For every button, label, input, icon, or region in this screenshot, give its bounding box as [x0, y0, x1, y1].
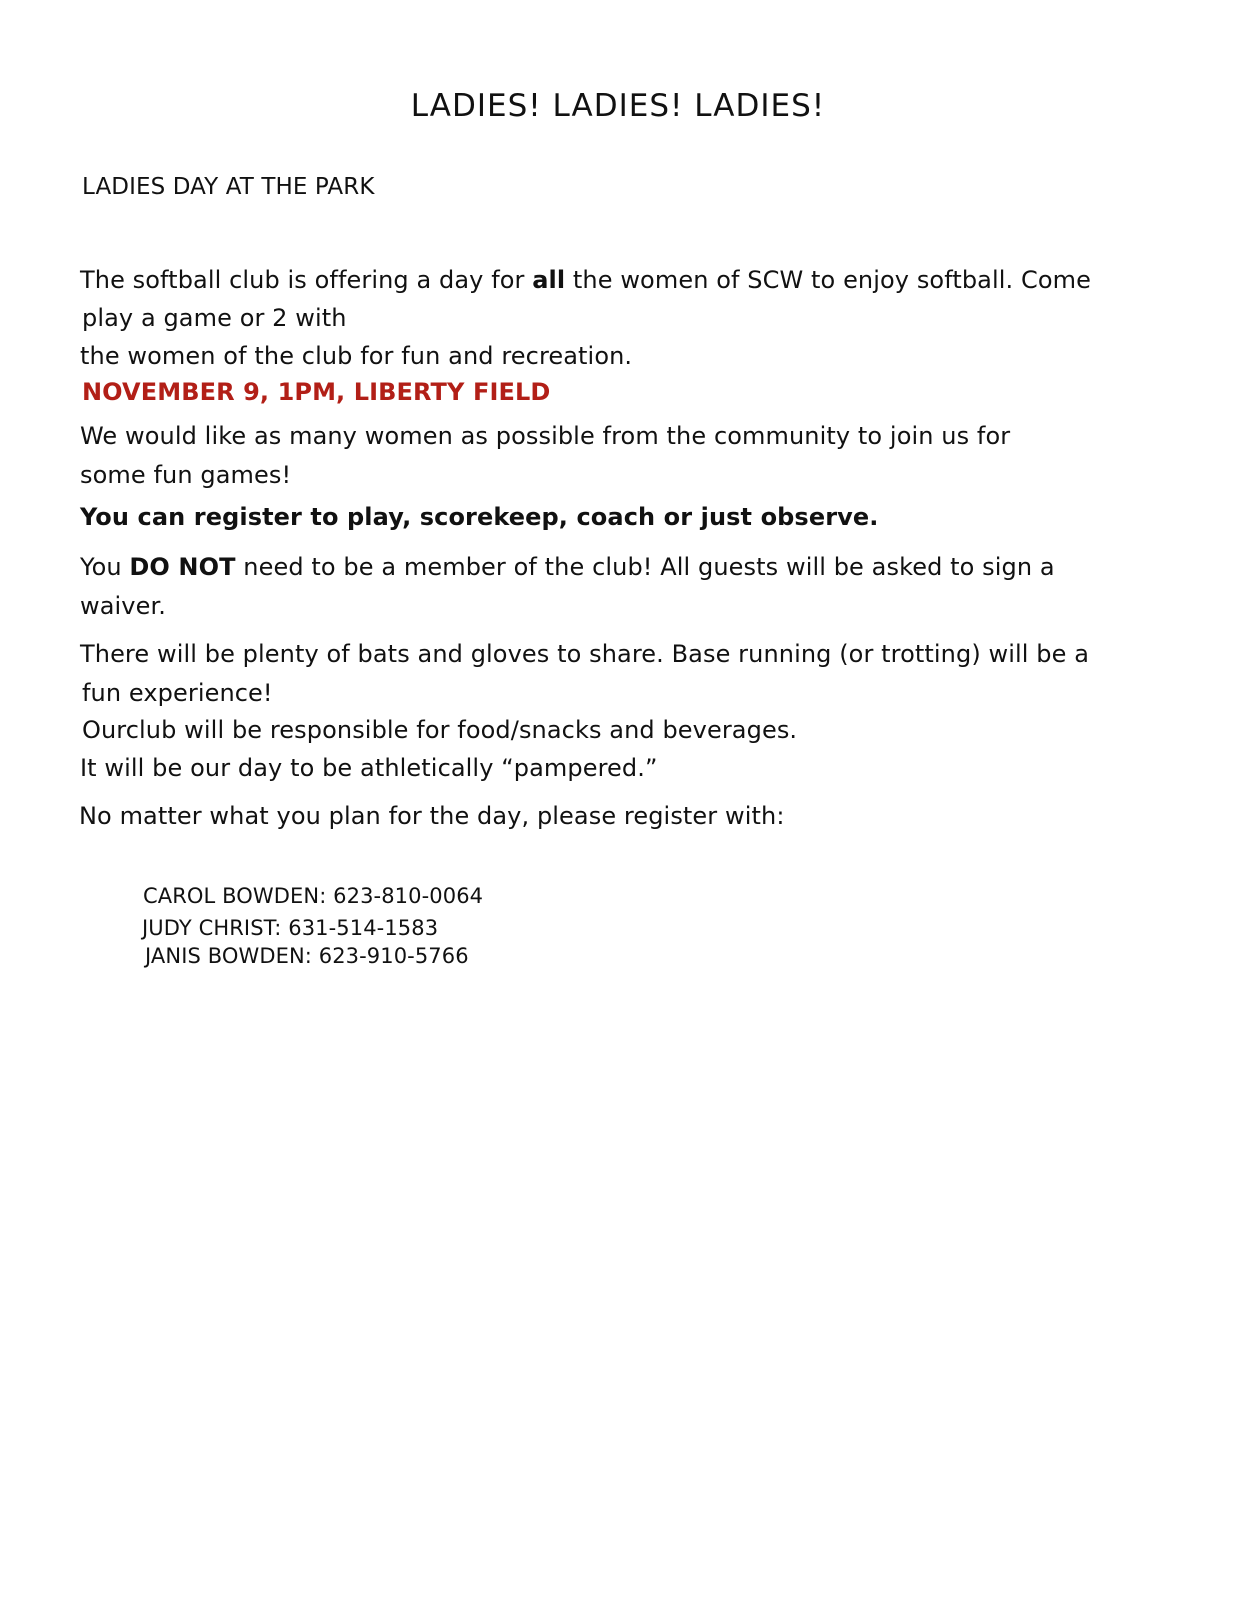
- event-details: NOVEMBER 9, 1PM, LIBERTY FIELD: [82, 378, 551, 406]
- intro-emphasis: all: [532, 266, 566, 294]
- membership-line-1: [80, 551, 1055, 583]
- membership-text-part1: You: [80, 553, 130, 581]
- subtitle: LADIES DAY AT THE PARK: [82, 174, 375, 200]
- equipment-line-1: There will be plenty of bats and gloves to share. Base running (or trotting) will be a: [80, 640, 1090, 668]
- intro-line-1: [80, 264, 1091, 296]
- register-options: You can register to play, scorekeep, coach or just observe.: [80, 503, 879, 531]
- register-prompt: No matter what you plan for the day, please register with:: [79, 802, 785, 830]
- intro-text-part2: the women of SCW to enjoy softball. Come: [565, 266, 1091, 294]
- invite-line-2: some fun games!: [80, 461, 292, 489]
- equipment-line-2: fun experience!: [82, 679, 273, 707]
- contact-carol-bowden: CAROL BOWDEN: 623-810-0064: [143, 884, 484, 908]
- membership-emphasis: DO NOT: [129, 553, 236, 581]
- intro-line-2: play a game or 2 with: [82, 304, 347, 332]
- intro-text-part1: The softball club is offering a day for: [80, 266, 533, 294]
- equipment-line-4: It will be our day to be athletically “pampered.”: [80, 754, 658, 782]
- membership-line-2: waiver.: [80, 592, 166, 620]
- invite-line-1: We would like as many women as possible from the community to join us for: [80, 422, 1011, 450]
- contact-judy-christ: JUDY CHRIST: 631-514-1583: [142, 916, 439, 940]
- contact-janis-bowden: JANIS BOWDEN: 623-910-5766: [145, 944, 469, 968]
- equipment-line-3: Ourclub will be responsible for food/snacks and beverages.: [82, 716, 798, 744]
- page-title: LADIES! LADIES! LADIES!: [410, 88, 826, 124]
- membership-text-part2: need to be a member of the club! All guests will be asked to sign a: [235, 553, 1055, 581]
- intro-line-3: the women of the club for fun and recreation.: [80, 342, 633, 370]
